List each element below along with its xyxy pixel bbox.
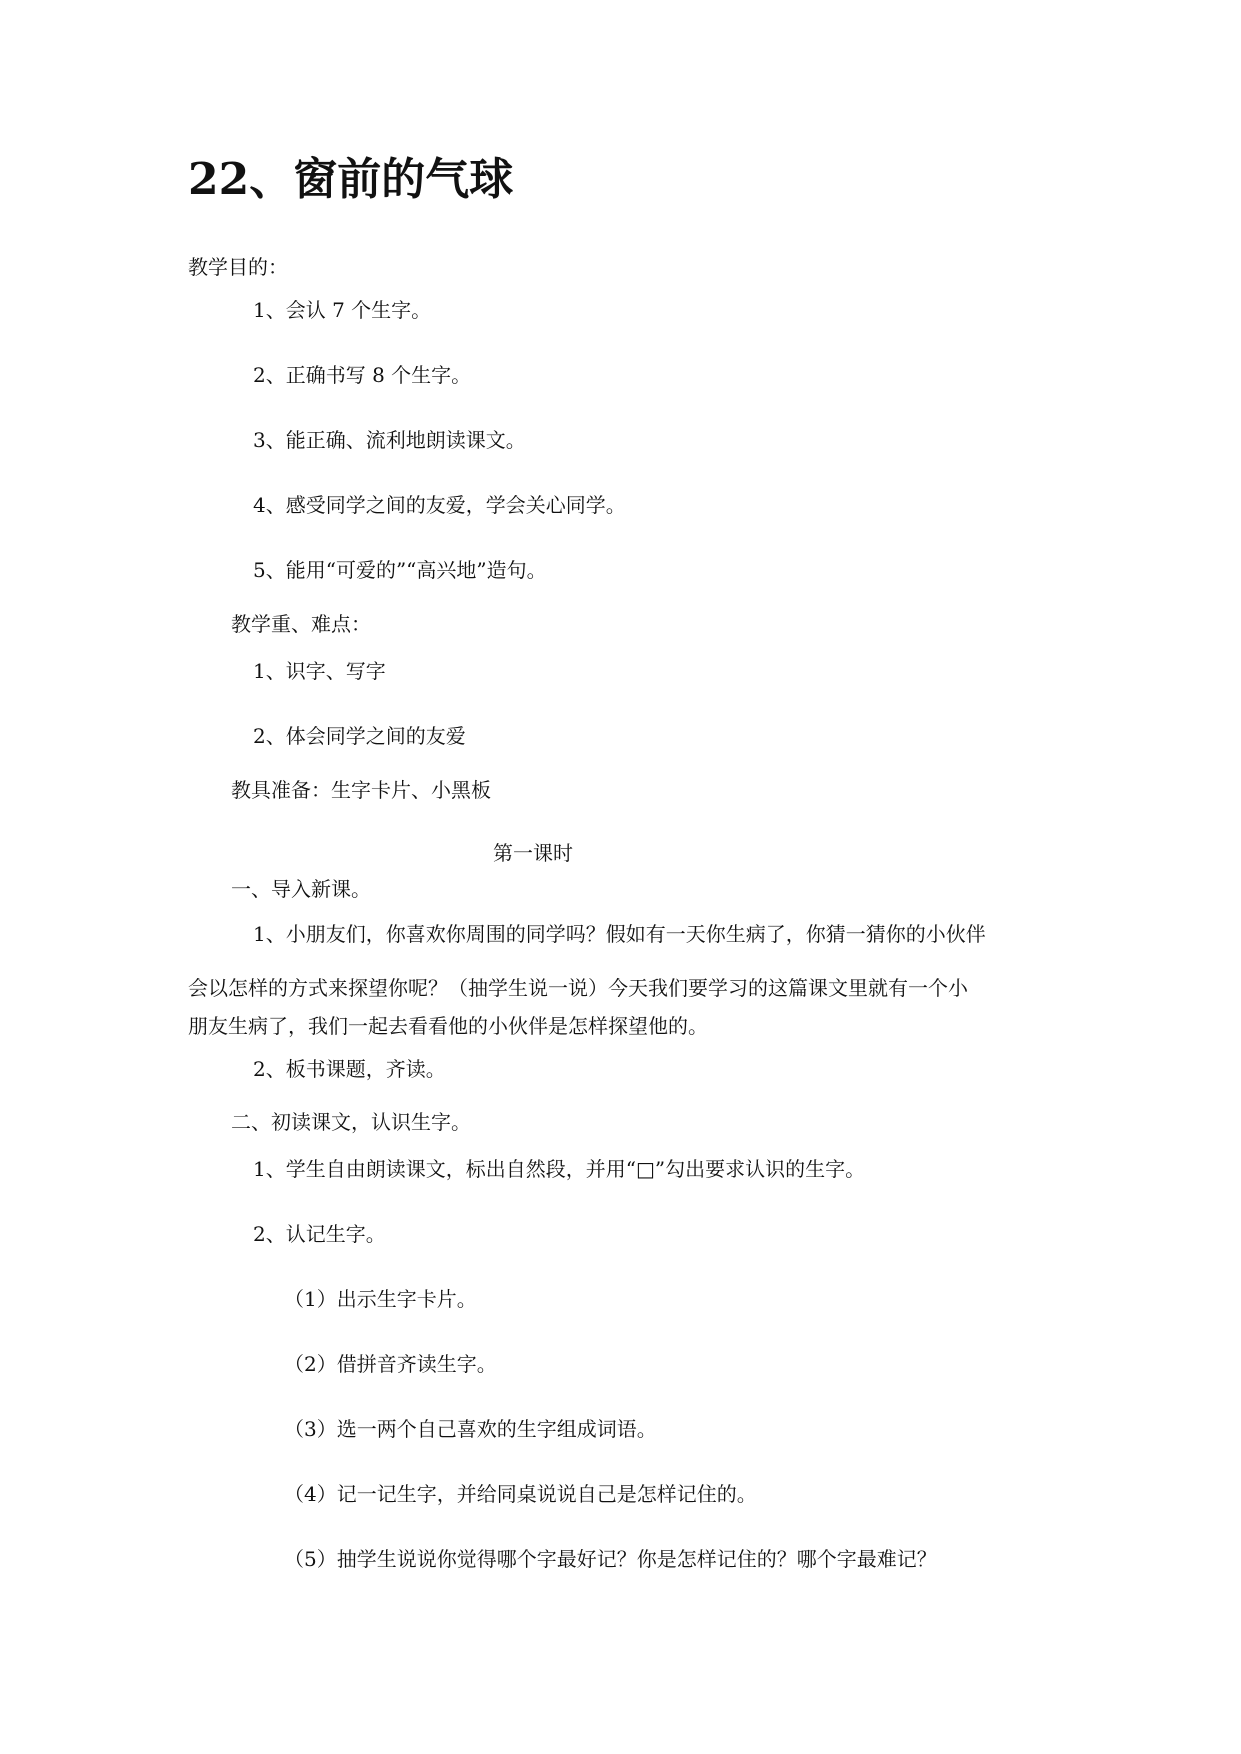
document-title: 22、窗前的气球 bbox=[188, 154, 514, 205]
sub-list-item: （2）借拼音齐读生字。 bbox=[284, 1352, 497, 1376]
list-item: 1、学生自由朗读课文，标出自然段，并用“□”勾出要求认识的生字。 bbox=[253, 1157, 866, 1181]
keypoint-item: 2、体会同学之间的友爱 bbox=[253, 724, 466, 748]
objectives-heading: 教学目的： bbox=[188, 255, 288, 279]
section-heading: 二、初读课文，认识生字。 bbox=[231, 1110, 471, 1134]
lesson-title: 第一课时 bbox=[493, 841, 573, 865]
keypoints-heading: 教学重、难点： bbox=[231, 612, 371, 636]
list-item: 2、板书课题，齐读。 bbox=[253, 1057, 446, 1081]
sub-list-item: （5）抽学生说说你觉得哪个字最好记？你是怎样记住的？哪个字最难记？ bbox=[284, 1547, 937, 1571]
objective-item: 2、正确书写 8 个生字。 bbox=[253, 363, 472, 387]
sub-list-item: （1）出示生字卡片。 bbox=[284, 1287, 477, 1311]
keypoint-item: 1、识字、写字 bbox=[253, 659, 386, 683]
sub-list-item: （3）选一两个自己喜欢的生字组成词语。 bbox=[284, 1417, 657, 1441]
objective-item: 5、能用“可爱的”“高兴地”造句。 bbox=[253, 558, 547, 582]
paragraph-line: 朋友生病了，我们一起去看看他的小伙伴是怎样探望他的。 bbox=[188, 1014, 708, 1038]
paragraph-line: 1、小朋友们，你喜欢你周围的同学吗？假如有一天你生病了，你猜一猜你的小伙伴 bbox=[253, 922, 986, 946]
list-item: 2、认记生字。 bbox=[253, 1222, 386, 1246]
paragraph-line: 会以怎样的方式来探望你呢？（抽学生说一说）今天我们要学习的这篇课文里就有一个小 bbox=[188, 976, 968, 1000]
objective-item: 1、会认 7 个生字。 bbox=[253, 298, 432, 322]
teaching-aids: 教具准备：生字卡片、小黑板 bbox=[231, 778, 491, 802]
objective-item: 3、能正确、流利地朗读课文。 bbox=[253, 428, 526, 452]
sub-list-item: （4）记一记生字，并给同桌说说自己是怎样记住的。 bbox=[284, 1482, 757, 1506]
section-heading: 一、导入新课。 bbox=[231, 877, 371, 901]
objective-item: 4、感受同学之间的友爱，学会关心同学。 bbox=[253, 493, 626, 517]
